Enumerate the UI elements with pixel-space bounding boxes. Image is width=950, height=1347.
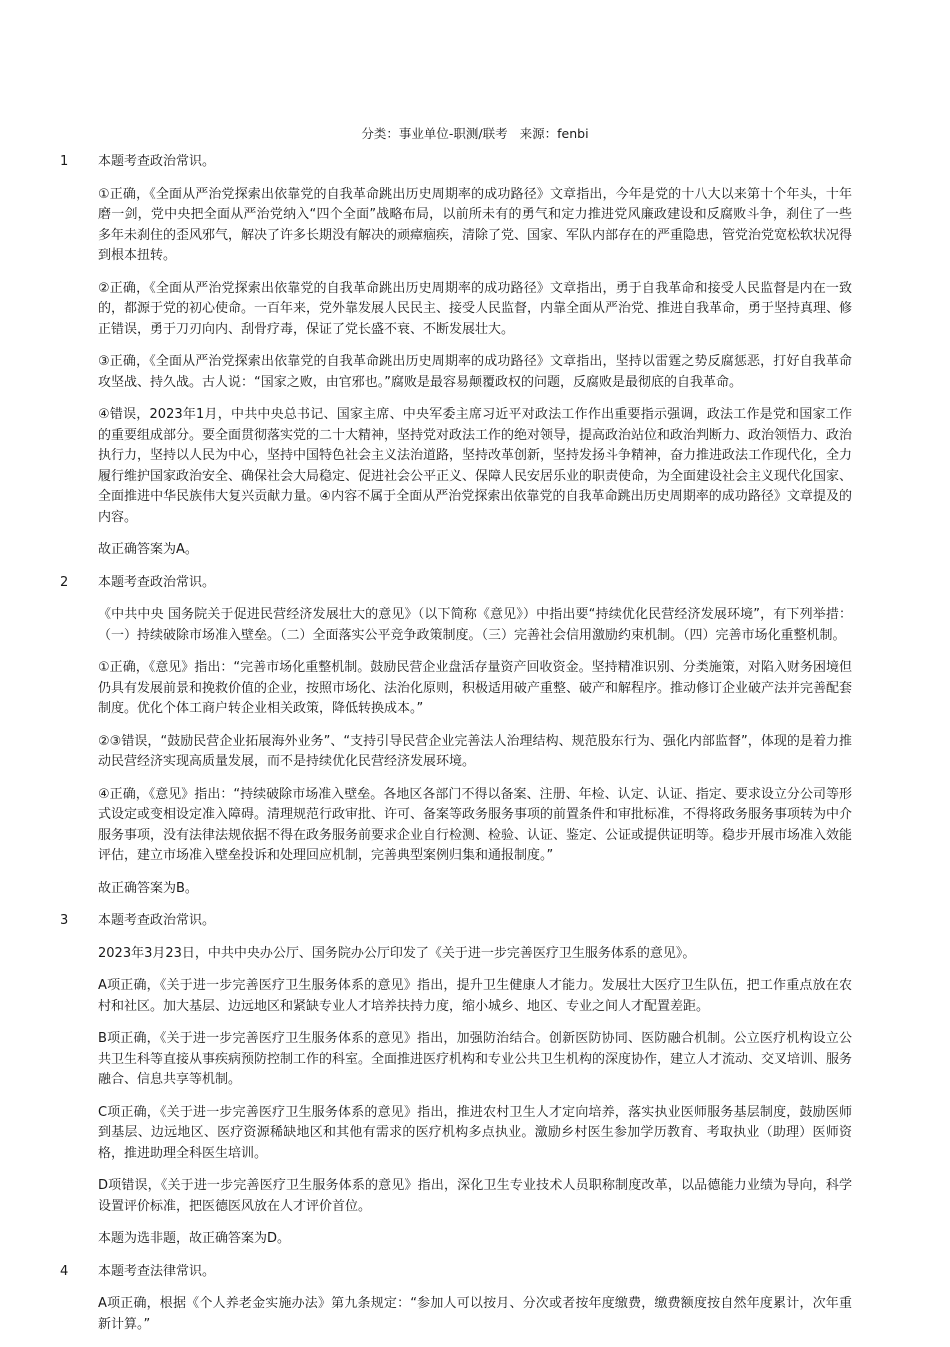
question-explanation bbox=[98, 152, 852, 561]
explanation-paragraph: ②③错误，“鼓励民营企业拓展海外业务”、“支持引导民营企业完善法人治理结构、规范股东行为、强化内部监督”，体现的是着力推动民营经济实现高质量发展，而不是持续优化民营经济发展环境。 bbox=[98, 733, 852, 769]
explanation-paragraph: C项正确，《关于进一步完善医疗卫生服务体系的意见》指出，推进农村卫生人才定向培养，落实执业医师服务基层制度，鼓励医师到基层、边远地区、医疗资源稀缺地区和其他有需求的医疗机构多点执业。激励乡村医生参加学历教育、考取执业（助理）医师资格，推进助理全科医生培训。 bbox=[98, 1104, 852, 1161]
explanation-paragraph: 2023年3月23日，中共中央办公厅、国务院办公厅印发了《关于进一步完善医疗卫生服务体系的意见》。 bbox=[98, 945, 696, 961]
explanation-paragraph: 本题考查政治常识。 bbox=[98, 574, 216, 590]
explanation-paragraph: A项正确，根据《个人养老金实施办法》第九条规定：“参加人可以按月、分次或者按年度缴费，缴费额度按自然年度累计，次年重新计算。” bbox=[98, 1296, 852, 1332]
question-explanation bbox=[98, 911, 852, 1250]
question-item bbox=[0, 573, 950, 900]
answer-line: 故正确答案为A。 bbox=[98, 542, 198, 557]
question-item bbox=[0, 1262, 950, 1336]
answer-line: 故正确答案为B。 bbox=[98, 880, 198, 896]
answer-explanations bbox=[0, 152, 950, 1347]
category-label: 分类：事业单位-职测/联考 bbox=[361, 126, 508, 141]
explanation-paragraph: A项正确，《关于进一步完善医疗卫生服务体系的意见》指出，提升卫生健康人才能力。发展壮大医疗卫生队伍，把工作重点放在农村和社区。加大基层、边远地区和紧缺专业人才培养扶持力度，缩小城乡、地区、专业之间人才配置差距。 bbox=[98, 978, 852, 1014]
explanation-paragraph: ④正确，《意见》指出：“持续破除市场准入壁垒。各地区各部门不得以备案、注册、年检、认定、认证、指定、要求设立分公司等形式设定或变相设定准入障碍。清理规范行政审批、许可、备案等政务服务事项的前置条件和审批标准，不得将政务服务事项转为中介服务事项，没有法律法规依据不得在政务服务前要求企业自行检测、检验、认证、鉴定、公证或提供证明等。稳步开展市场准入效能评估，建立市场准入壁垒投诉和处理回应机制，完善典型案例归集和通报制度。” bbox=[98, 786, 853, 863]
page-header bbox=[0, 125, 950, 143]
explanation-paragraph: ③正确，《全面从严治党探索出依靠党的自我革命跳出历史周期率的成功路径》文章指出，坚持以雷霆之势反腐惩恶，打好自我革命攻坚战、持久战。古人说：“国家之败，由官邪也。”腐败是最容易颠覆政权的问题，反腐败是最彻底的自我革命。 bbox=[98, 354, 852, 390]
explanation-paragraph: ①正确，《意见》指出：“完善市场化重整机制。鼓励民营企业盘活存量资产回收资金。坚持精准识别、分类施策，对陷入财务困境但仍具有发展前景和挽救价值的企业，按照市场化、法治化原则，积极适用破产重整、破产和解程序。推动修订企业破产法并完善配套制度。优化个体工商户转企业相关政策，降低转换成本。” bbox=[98, 660, 853, 716]
question-item bbox=[0, 152, 950, 561]
question-number: 2 bbox=[60, 574, 69, 590]
question-explanation bbox=[98, 573, 852, 900]
question-number: 1 bbox=[60, 154, 69, 169]
explanation-paragraph: ②正确，《全面从严治党探索出依靠党的自我革命跳出历史周期率的成功路径》文章指出，勇于自我革命和接受人民监督是内在一致的，都源于党的初心使命。一百年来，党外靠发展人民民主、接受人民监督，内靠全面从严治党、推进自我革命，勇于坚持真理、修正错误，勇于刀刃向内、刮骨疗毒，保证了党长盛不衰、不断发展壮大。 bbox=[98, 280, 853, 337]
explanation-paragraph: ①正确，《全面从严治党探索出依靠党的自我革命跳出历史周期率的成功路径》文章指出，今年是党的十八大以来第十个年头，十年磨一剑，党中央把全面从严治党纳入“四个全面”战略布局，以前所未有的勇气和定力推进党风廉政建设和反腐败斗争，刹住了一些多年未刹住的歪风邪气，解决了许多长期没有解决的顽瘴痼疾，清除了党、国家、军队内部存在的严重隐患，管党治党宽松软状况得到根本扭转。 bbox=[98, 186, 853, 263]
explanation-paragraph: 《中共中央 国务院关于促进民营经济发展壮大的意见》（以下简称《意见》）中指出要“持续优化民营经济发展环境”，有下列举措：（一）持续破除市场准入壁垒。（二）全面落实公平竞争政策制度。（三）完善社会信用激励约束机制。（四）完善市场化重整机制。 bbox=[98, 607, 852, 643]
explanation-paragraph: 本题考查政治常识。 bbox=[98, 154, 216, 169]
question-number: 3 bbox=[60, 913, 69, 928]
source-label: 来源：fenbi bbox=[519, 126, 589, 141]
explanation-paragraph: ④错误，2023年1月，中共中央总书记、国家主席、中央军委主席习近平对政法工作作出重要指示强调，政法工作是党和国家工作的重要组成部分。要全面贯彻落实党的二十大精神，坚持党对政法工作的绝对领导，提高政治站位和政治判断力、政治领悟力、政治执行力，坚持以人民为中心，坚持中国特色社会主义法治道路，坚持改革创新，坚持发扬斗争精神，奋力推进政法工作现代化，全力履行维护国家政治安全、确保社会大局稳定、促进社会公平正义、保障人民安居乐业的职责使命，为全面建设社会主义现代化国家、全面推进中华民族伟大复兴贡献力量。④内容不属于全面从严治党探索出依靠党的自我革命跳出历史周期率的成功路径》文章提及的内容。 bbox=[98, 407, 853, 525]
question-explanation bbox=[98, 1262, 852, 1336]
explanation-paragraph: 本题考查法律常识。 bbox=[98, 1263, 216, 1279]
explanation-paragraph: D项错误，《关于进一步完善医疗卫生服务体系的意见》指出，深化卫生专业技术人员职称制度改革，以品德能力业绩为导向，科学设置评价标准，把医德医风放在人才评价首位。 bbox=[98, 1178, 852, 1214]
explanation-paragraph: 本题考查政治常识。 bbox=[98, 913, 216, 928]
question-item bbox=[0, 911, 950, 1250]
explanation-paragraph: B项正确，《关于进一步完善医疗卫生服务体系的意见》指出，加强防治结合。创新医防协同、医防融合机制。公立医疗机构设立公共卫生科等直接从事疾病预防控制工作的科室。全面推进医疗机构和专业公共卫生机构的深度协作，建立人才流动、交叉培训、服务融合、信息共享等机制。 bbox=[98, 1031, 853, 1087]
answer-line: 本题为选非题，故正确答案为D。 bbox=[98, 1231, 291, 1246]
question-number: 4 bbox=[60, 1263, 69, 1279]
